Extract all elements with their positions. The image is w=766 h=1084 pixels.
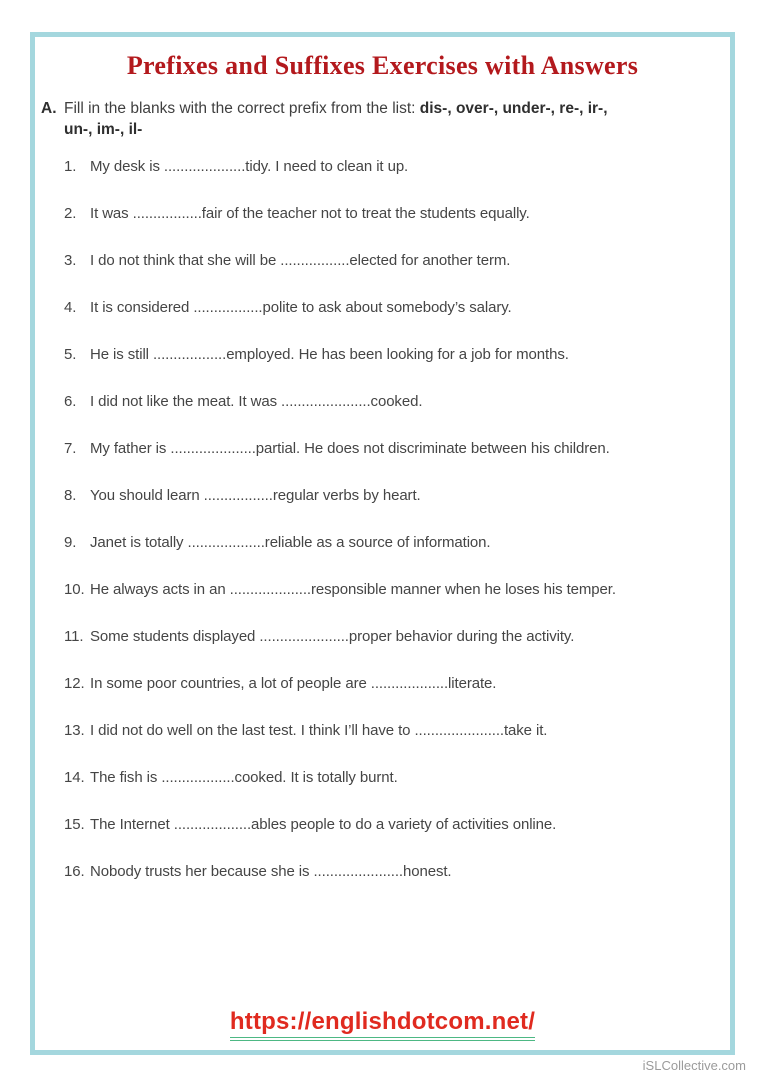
item-number: 15.: [64, 816, 85, 833]
item-number: 9.: [64, 534, 77, 551]
item-text: Nobody trusts her because she is ......................honest.: [90, 863, 452, 880]
section-instruction: [41, 98, 701, 140]
item-text: It was .................fair of the teacher not to treat the students equally.: [90, 205, 530, 222]
exercise-item: [64, 769, 730, 787]
item-number: 7.: [64, 440, 77, 457]
exercise-item: [64, 158, 730, 176]
item-text: My father is .....................partial. He does not discriminate between his children.: [90, 440, 610, 457]
item-text: He always acts in an ....................responsible manner when he loses his temper.: [90, 581, 616, 598]
item-text: Some students displayed ......................proper behavior during the activity.: [90, 628, 575, 645]
exercise-item: [64, 205, 730, 223]
instruction-text: [64, 98, 608, 140]
footer-link-wrap: [35, 1008, 730, 1041]
item-number: 14.: [64, 769, 85, 786]
item-text: The fish is ..................cooked. It is totally burnt.: [90, 769, 398, 786]
item-number: 1.: [64, 158, 77, 175]
item-text: I do not think that she will be .................elected for another term.: [90, 252, 511, 269]
exercise-item: [64, 299, 730, 317]
item-text: It is considered .................polite to ask about somebody’s salary.: [90, 299, 512, 316]
item-number: 16.: [64, 863, 85, 880]
item-number: 6.: [64, 393, 77, 410]
item-number: 11.: [64, 628, 84, 645]
item-number: 10.: [64, 581, 85, 598]
exercise-item: [64, 487, 730, 505]
item-number: 13.: [64, 722, 85, 739]
instruction-regular: Fill in the blanks with the correct prefix from the list:: [64, 100, 420, 117]
worksheet-page: [30, 32, 735, 1055]
exercise-item: [64, 581, 730, 599]
item-text: I did not like the meat. It was ......................cooked.: [90, 393, 423, 410]
item-text: I did not do well on the last test. I think I’ll have to ......................take it.: [90, 722, 548, 739]
item-number: 4.: [64, 299, 77, 316]
item-number: 5.: [64, 346, 77, 363]
exercise-item: [64, 346, 730, 364]
item-number: 2.: [64, 205, 77, 222]
watermark-text: iSLCollective.com: [642, 1058, 746, 1073]
exercise-item: [64, 863, 730, 881]
exercise-list: [64, 158, 730, 881]
item-text: My desk is ....................tidy. I need to clean it up.: [90, 158, 409, 175]
exercise-item: [64, 534, 730, 552]
item-text: In some poor countries, a lot of people are ...................literate.: [90, 675, 497, 692]
exercise-item: [64, 675, 730, 693]
exercise-item: [64, 252, 730, 270]
section-letter: A.: [41, 100, 57, 117]
item-number: 8.: [64, 487, 77, 504]
exercise-item: [64, 393, 730, 411]
exercise-item: [64, 440, 730, 458]
prefix-list-line2: un-, im-, il-: [64, 121, 143, 138]
item-text: He is still ..................employed. He has been looking for a job for months.: [90, 346, 569, 363]
prefix-list-line1: dis-, over-, under-, re-, ir-,: [419, 100, 608, 117]
item-number: 3.: [64, 252, 77, 269]
item-number: 12.: [64, 675, 85, 692]
footer-link[interactable]: https://englishdotcom.net/: [230, 1008, 535, 1041]
item-text: Janet is totally ...................reliable as a source of information.: [90, 534, 491, 551]
exercise-item: [64, 628, 730, 646]
exercise-item: [64, 816, 730, 834]
exercise-item: [64, 722, 730, 740]
item-text: The Internet ...................ables people to do a variety of activities online.: [90, 816, 557, 833]
page-title: Prefixes and Suffixes Exercises with Answers: [126, 51, 639, 80]
item-text: You should learn .................regular verbs by heart.: [90, 487, 421, 504]
